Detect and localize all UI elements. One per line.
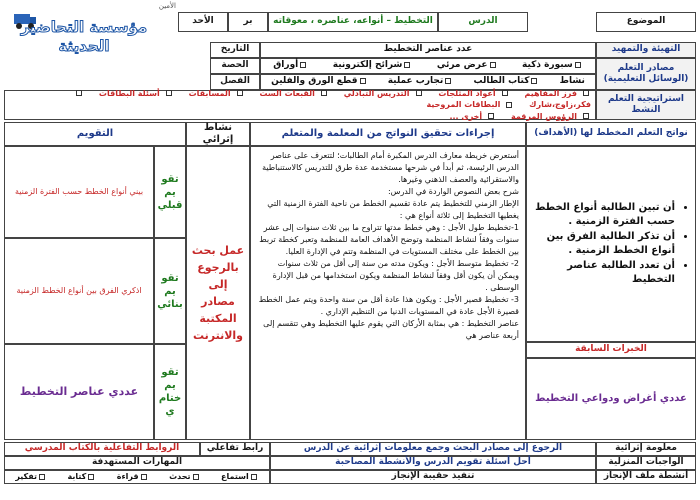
objectives-list [527,197,695,292]
procedure-paragraph: شرح بعض النصوص الواردة في الدرس: [387,187,519,196]
eval-pre-label: تقو يم قبلي [154,146,186,238]
resources-label: مصادر التعلم (الوسائل التعليمية) [596,58,696,90]
logo-top-text: الأمين [158,2,176,10]
skills-options [4,470,270,484]
objective-item: • أن تعدد الطالبة عناصر التخطيط [535,259,675,288]
lesson-label: الدرس [438,12,528,32]
resource-check-1[interactable]: سبورة ذكية [522,60,583,71]
procedure-paragraph: الإطار الزمني للتخطيط يتم عادة تقسيم الخطط من ناحية الفترة الزمنية التي يغطيها التخطيط إلى ثلاثة أنواع هي : [267,199,519,220]
eval-final-label: تقو يم ختام ي [154,344,186,440]
homework-value: أحل أسئلة تقويم الدرس والأنشطة المصاحبة [270,456,596,470]
procedures-cell [250,146,526,440]
eval-mid-label: تقو يم بنائي [154,238,186,344]
objective-item: • أن تبين الطالبة أنواع الخطط حسب الفترة الزمنية . [535,201,675,230]
link-value[interactable]: الروابط التفاعلية بالكتاب المدرسي [4,442,200,456]
skill-check[interactable]: تحدث [169,472,200,482]
lesson-plan-sheet [4,2,696,496]
logo-brand-text: مؤسسة التحاضير الحديثة [20,18,148,55]
branch-label: بر [228,12,268,32]
lesson-title: التخطيط – أنواعه، عناصره ، معوقاته [268,12,438,32]
skill-check[interactable]: قراءة [117,472,149,482]
procedure-paragraph: 2- تخطيط متوسط الأجل : ويكون مدته من سنة إلى أقل من ثلاث سنوات ويمكن أن يكون أقل وفقاً لنشاط المنظمة ويكون استخدامها من قبل الإدارة الوسطى . [272,259,519,292]
eval-mid-text: اذكري الفرق بين أنواع الخطط الزمنية [4,238,154,344]
intro-label: التهيئة والتمهيد [596,42,696,58]
resource-check-4[interactable]: أوراق [273,60,308,71]
resource-check-3[interactable]: شرائح إلكترونية [333,60,413,71]
activity-cell: عمل بحث بالرجوع إلى مصادر المكتبة والانترنت [186,146,250,440]
resource-check-8[interactable]: قطع الورق والفلين [271,76,367,87]
date-label: التاريخ [210,42,260,58]
prior-label: الخبرات السابقة [526,342,696,358]
skill-check[interactable]: استماع [221,472,259,482]
procedure-paragraph: أستعرض خريطة معارف الدرس المكبرة أمام الطالبات؛ لتتعرف على عناصر الدرس الرئيسة، ثم أبدأ في شرحها مستخدمة عدة طرق للتدريس كالاستنباطية والاستقرائية والعصف الذهني وغيرها. [262,151,519,184]
homework-label: الواجبات المنزلية [596,456,696,470]
skill-check[interactable]: كتابة [67,472,96,482]
resource-check-2[interactable]: عرض مرئي [437,60,498,71]
activity-header: نشاط إثرائي [186,122,250,146]
day-label: الأحد [178,12,228,32]
brand-logo [10,2,180,55]
enrich-value: الرجوع إلى مصادر البحث وجمع معلومات إثرائية عن الدرس [270,442,596,456]
skills-label: المهارات المستهدفة [4,456,270,470]
objective-item: • أن تذكر الطالبة الفرق بين أنواع الخطط الزمنية . [535,230,675,259]
resource-check-7[interactable]: تجارب عملية [388,76,454,87]
link-label: رابط تفاعلي [200,442,270,456]
prior-value: عددي أغراض ودواعي التخطيط [526,358,696,440]
intro-value: عدد عناصر التخطيط [260,42,596,58]
strategy-options: فرز المفاهيم أعواد المثلجات التدريس التبادلي القبعات الست المسابقات أسئلة البطاقات فكر،زاوج،شارك البطاقات المروحية الرؤوس المرقمة أخرى ... [4,90,596,120]
eval-final-text: عددي عناصر التخطيط [4,344,154,440]
enrich-label: معلومة إثرائية [596,442,696,456]
objectives-header: نواتج التعلم المخطط لها (الأهداف) [526,122,696,146]
skill-check[interactable]: تفكير [15,472,47,482]
procedures-header: إجراءات تحقيق النواتج من المعلمة والمتعلم [250,122,526,146]
portfolio-value: تنفيذ حقيبة الإنجاز [270,470,596,484]
objectives-cell [526,146,696,342]
portfolio-label: أنشطة ملف الإنجاز [596,470,696,484]
subject-label: الموضوع [596,12,696,32]
procedure-paragraph: 1-تخطيط طول الأجل : وهي خطط مدتها تتراوح ما بين ثلاث سنوات إلى عشر سنوات وفقاً لنشاط المنظمة وتوضح الأهداف العامة للمنظمة وتعبر كخطة تربط بين الخطط على مختلف المستويات في المنظمة وتتم في الإدارة العليا. [259,223,519,256]
period-label: الحصة [210,58,260,74]
resource-check-6[interactable]: كتاب الطالب [473,76,539,87]
strategy-label: استراتيجية التعلم النشط [596,90,696,120]
resource-check-5[interactable]: نشاط [559,76,585,87]
eval-pre-text: بيني أنواع الخطط حسب الفترة الزمنية [4,146,154,238]
procedure-paragraph: 3- تخطيط قصير الأجل : ويكون هذا عادة أقل من سنة واحدة ويتم عمل الخطط قصيرة الأجل عادة في المستويات الدنيا من التنظيم الإداري . [258,295,519,316]
class-label: الفصل [210,74,260,90]
evaluation-header: التقويم [4,122,186,146]
procedure-paragraph: عناصر التخطيط : هي بمثابة الأركان التي يقوم عليها التخطيط وهي تتقسم إلى أربعة عناصر هي [263,319,519,340]
resources-row1 [260,58,596,74]
